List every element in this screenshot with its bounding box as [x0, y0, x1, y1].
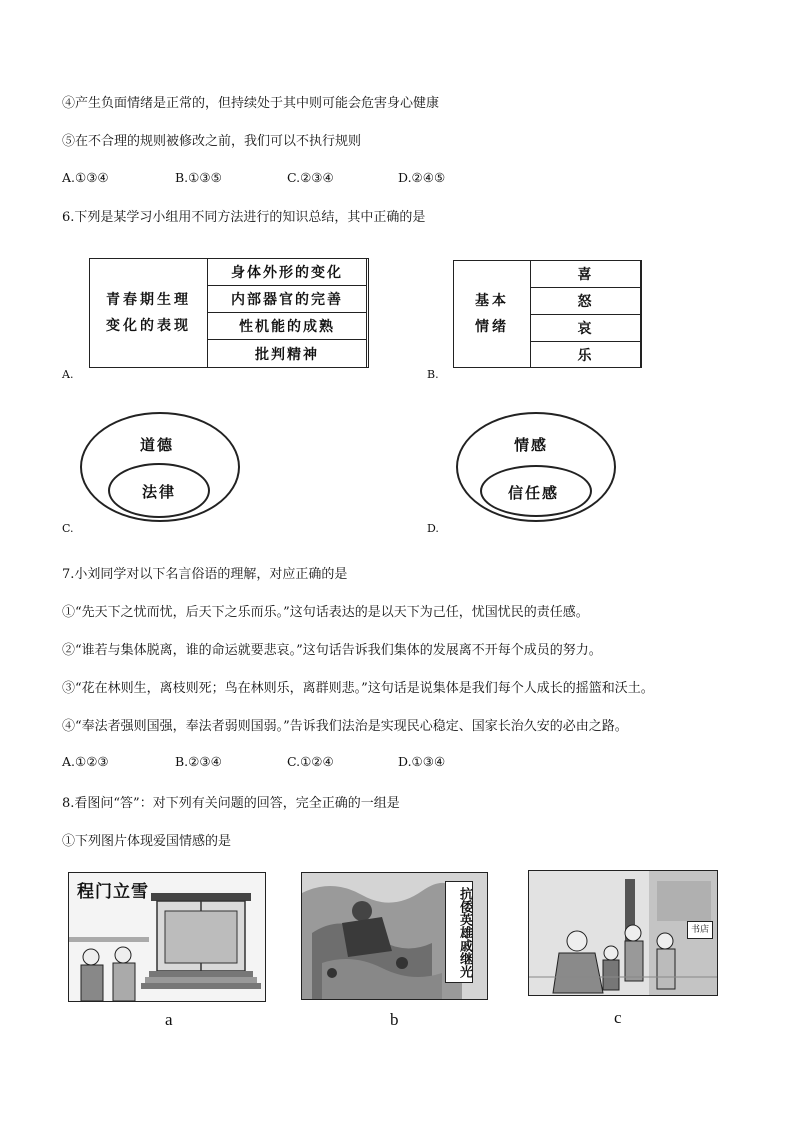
q6-c-inner-text: 法律 [142, 483, 177, 501]
q6-d-outer-text: 情感 [514, 436, 549, 454]
q8-caption-a: a [165, 1010, 173, 1029]
q7-option-d[interactable]: D.①③④ [398, 754, 446, 769]
q7-statement-2: ②“谁若与集体脱离，谁的命运就要悲哀。”这句话告诉我们集体的发展离不开每个成员的努力。 [62, 643, 602, 658]
q8-picture-b-title: 抗倭英雄戚继光 [445, 881, 473, 983]
q6-b-row-1: 喜 [530, 260, 641, 288]
q5-option-d[interactable]: D.②④⑤ [398, 170, 446, 185]
q6-a-row-3: 性机能的成熟 [207, 312, 367, 340]
q6-a-row-2: 内部器官的完善 [207, 285, 367, 313]
q6-d-inner-text: 信任感 [508, 484, 560, 502]
q6-b-row-4: 乐 [530, 341, 641, 368]
q7-statement-4: ④“奉法者强则国强，奉法者弱则国弱。”告诉我们法治是实现民心稳定、国家长治久安的必由之路。 [62, 719, 628, 734]
q6-a-left-label: 青春期生理 变化的表现 [106, 292, 191, 334]
q6-b-row-3: 哀 [530, 314, 641, 342]
q8-caption-b: b [390, 1010, 399, 1029]
q8-picture-c-sign: 书店 [687, 921, 713, 939]
q7-stem: 7.小刘同学对以下名言俗语的理解，对应正确的是 [62, 567, 348, 582]
q5-statement-5: ⑤在不合理的规则被修改之前，我们可以不执行规则 [62, 134, 362, 149]
q8-picture-a[interactable] [68, 872, 266, 1002]
q6-b-row-2: 怒 [530, 287, 641, 315]
q6-option-a[interactable]: A. [62, 368, 74, 381]
q6-a-row-4: 批判精神 [207, 339, 367, 368]
q7-option-c[interactable]: C.①②④ [287, 754, 334, 769]
q8-picture-a-title: 程门立雪 [77, 882, 149, 902]
q7-option-b[interactable]: B.②③④ [175, 754, 222, 769]
q5-option-c[interactable]: C.②③④ [287, 170, 334, 185]
q8-stem: 8.看图问“答”：对下列有关问题的回答，完全正确的一组是 [62, 796, 400, 811]
q6-a-row-1: 身体外形的变化 [207, 258, 367, 286]
q6-option-b[interactable]: B. [427, 368, 439, 381]
q7-statement-1: ①“先天下之忧而忧，后天下之乐而乐。”这句话表达的是以天下为己任，忧国忧民的责任感。 [62, 605, 589, 620]
q8-caption-c: c [614, 1008, 622, 1027]
q6-stem: 6.下列是某学习小组用不同方法进行的知识总结，其中正确的是 [62, 210, 426, 225]
q6-option-c[interactable]: C. [62, 522, 74, 535]
q8-picture-b[interactable] [301, 872, 488, 1000]
q6-option-d[interactable]: D. [427, 522, 439, 535]
q6-b-left-label: 基本 情绪 [475, 293, 509, 335]
q6-c-outer-text: 道德 [140, 436, 175, 454]
q8-sub-question-1: ①下列图片体现爱国情感的是 [62, 834, 232, 849]
q5-option-b[interactable]: B.①③⑤ [175, 170, 222, 185]
q8-picture-c[interactable] [528, 870, 718, 996]
q7-statement-3: ③“花在林则生，离枝则死；鸟在林则乐，离群则悲。”这句话是说集体是我们每个人成长的摇篮和沃土。 [62, 681, 654, 696]
q5-statement-4: ④产生负面情绪是正常的，但持续处于其中则可能会危害身心健康 [62, 96, 440, 111]
q5-option-a[interactable]: A.①③④ [62, 170, 109, 185]
q7-option-a[interactable]: A.①②③ [62, 754, 109, 769]
